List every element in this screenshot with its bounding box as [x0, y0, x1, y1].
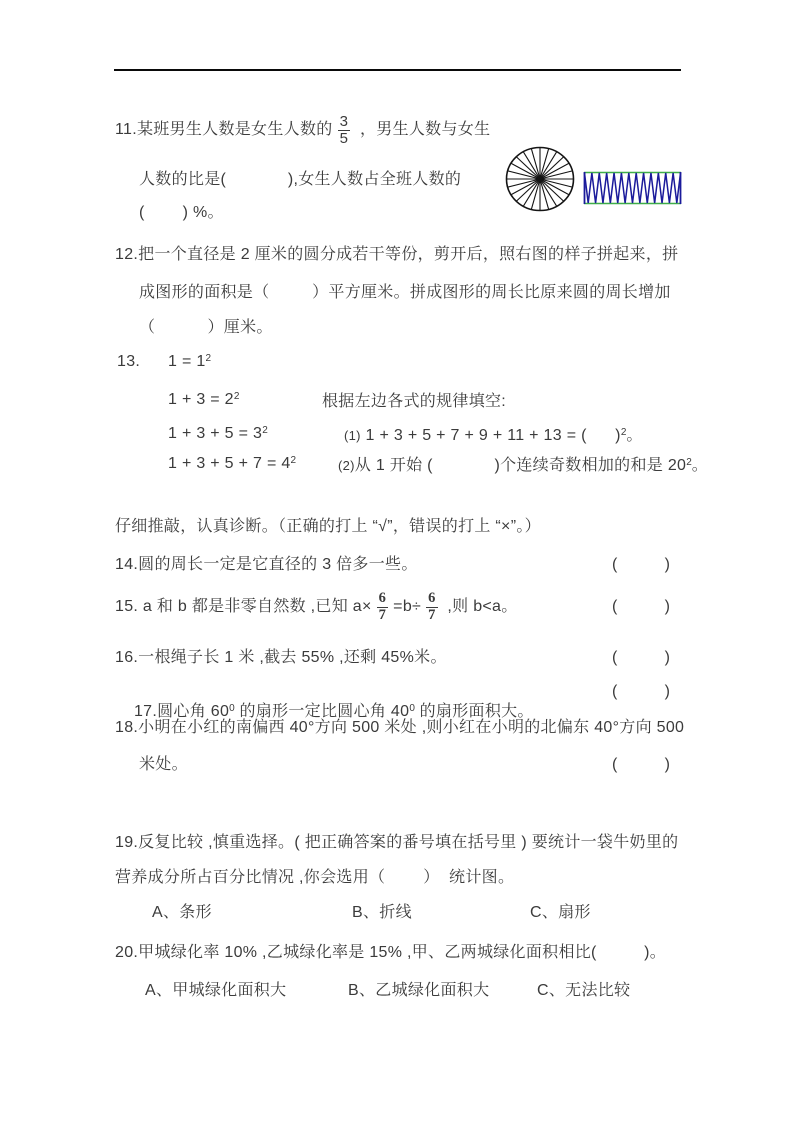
- q13-sub1: (1) 1 + 3 + 5 + 7 + 9 + 11 + 13 = ( )$^2$。: [344, 427, 643, 444]
- fraction-denominator: 7: [428, 606, 436, 623]
- superscript-0: 0: [409, 703, 415, 714]
- circle-sectors-figure: [505, 146, 575, 212]
- bracket-open: (: [612, 556, 618, 573]
- q19-option-a: A、条形: [152, 904, 212, 921]
- superscript-0: 0: [229, 703, 235, 714]
- fraction-numerator: 6: [378, 590, 387, 606]
- superscript-2: 2: [686, 457, 692, 468]
- bracket-open: (: [612, 683, 618, 700]
- q16-answer-bracket: [612, 648, 670, 668]
- q12-line1: 12.把一个直径是 2 厘米的圆分成若干等份，剪开后，照右图的样子拼起来，拼: [115, 246, 679, 263]
- bracket-open: (: [612, 756, 618, 773]
- q20-line1: 20.甲城绿化率 10% ,乙城绿化率是 15% ,甲、乙两城绿化面积相比( )。: [115, 944, 667, 961]
- circle-spokes: [507, 148, 574, 211]
- q19-line2: 营养成分所占百分比情况 ,你会选用（ ） 统计图。: [115, 869, 515, 886]
- q18-line2: 米处。: [139, 756, 188, 773]
- zigzag-path: [585, 173, 681, 203]
- q19-option-c: C、扇形: [530, 904, 591, 921]
- q13-sub1-label: (1): [344, 428, 361, 443]
- q13-eq4: $1 + 3 + 5 + 7 = 4^2$: [168, 455, 297, 472]
- fraction-numerator: 3: [339, 112, 349, 130]
- fraction-numerator: 6: [428, 590, 436, 606]
- q15-text: 15. a 和 b 都是非零自然数 ,已知 a× $\frac{6}{7}$ =b÷ $\frac{6}{7}$ ,则 b<a。: [115, 590, 518, 623]
- superscript-2: 2: [205, 353, 212, 364]
- q12-line3: （ ）厘米。: [139, 319, 273, 336]
- q17-answer-bracket: [612, 682, 670, 702]
- q14-answer-bracket: [612, 555, 670, 575]
- q19-line1: 19.反复比较 ,慎重选择。( 把正确答案的番号填在括号里 ) 要统计一袋牛奶里的: [115, 834, 679, 851]
- bracket-open: (: [612, 649, 618, 666]
- q13-eq2: $1 + 3 = 2^2$: [168, 391, 240, 408]
- q13-sub2: (2)从 1 开始 ( )个连续奇数相加的和是 $20^2$。: [338, 457, 709, 474]
- superscript-2: 2: [262, 425, 268, 436]
- fraction-denominator: 5: [339, 129, 349, 147]
- superscript-2: 2: [620, 427, 627, 438]
- q14-text: 14.圆的周长一定是它直径的 3 倍多一些。: [115, 556, 418, 573]
- bracket-open: (: [612, 598, 618, 615]
- bracket-close: ): [664, 649, 670, 666]
- q13-eq3: $1 + 3 + 5 = 3^2$: [168, 425, 268, 442]
- q11-line2: 人数的比是( ),女生人数占全班人数的: [139, 171, 462, 188]
- q16-text: 16.一根绳子长 1 米 ,截去 55% ,还剩 45%米。: [115, 649, 447, 666]
- q20-option-b: B、乙城绿化面积大: [348, 982, 490, 999]
- q15-answer-bracket: [612, 597, 670, 617]
- fraction-denominator: 7: [378, 606, 387, 623]
- q18-answer-bracket: [612, 755, 670, 775]
- true-false-section-header: 仔细推敲，认真诊断。（正确的打上 “√”，错误的打上 “×”。）: [115, 518, 541, 535]
- q20-option-a: A、甲城绿化面积大: [145, 982, 287, 999]
- bracket-close: ): [664, 683, 670, 700]
- q19-option-b: B、折线: [352, 904, 412, 921]
- header-divider-line: [114, 69, 681, 71]
- q13-sub2-label: (2): [338, 458, 355, 473]
- superscript-2: 2: [233, 391, 240, 402]
- bracket-close: ): [664, 556, 670, 573]
- fraction-3-5: [338, 114, 351, 147]
- superscript-2: 2: [290, 455, 297, 466]
- q12-line2: 成图形的面积是（ ）平方厘米。拼成图形的周长比原来圆的周长增加: [139, 284, 671, 301]
- q17-text: 17.圆心角 $60^0$ 的扇形一定比圆心角 $40^0$ 的扇形面积大。: [133, 703, 534, 720]
- bracket-close: ): [664, 598, 670, 615]
- q11-text-2: ，男生人数与女生: [355, 121, 491, 138]
- q18-line1: 18.小明在小红的南偏西 40°方向 500 米处 ,则小红在小明的北偏东 40°方向 500: [115, 719, 685, 736]
- q13-eq1: $1 = 1^2$: [168, 353, 212, 370]
- q20-option-c: C、无法比较: [537, 982, 631, 999]
- bracket-close: ): [664, 756, 670, 773]
- q11-line3: ( ) %。: [139, 204, 224, 221]
- zigzag-rectangle-figure: [583, 171, 682, 205]
- q13-number: 13.: [117, 353, 141, 370]
- fraction-6-7: [377, 591, 389, 623]
- q11-line1: [115, 104, 490, 156]
- fraction-6-7: [426, 591, 438, 623]
- q11-text-1: 11.某班男生人数是女生人数的: [115, 121, 333, 138]
- q13-instruction: 根据左边各式的规律填空:: [322, 393, 507, 410]
